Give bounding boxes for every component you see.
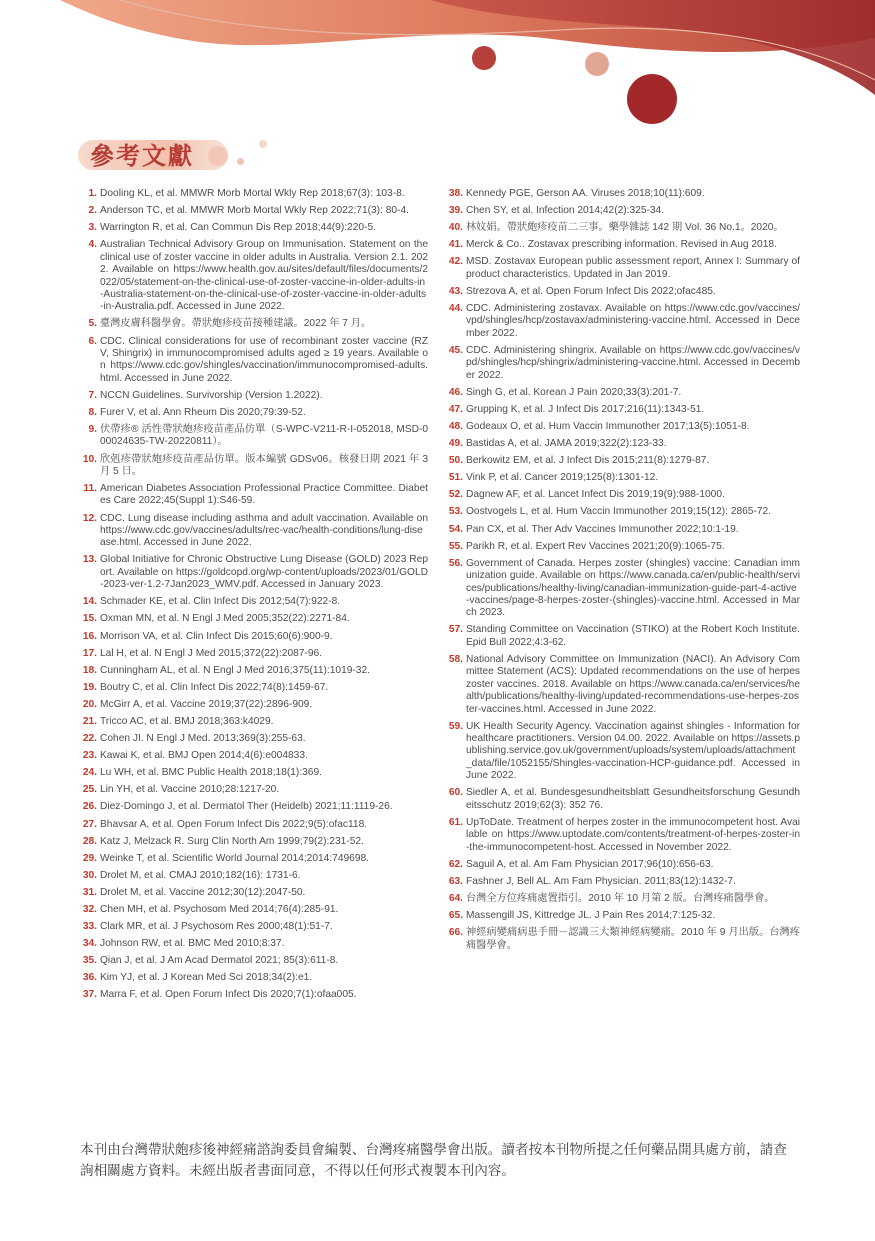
reference-number: 21.	[82, 715, 97, 727]
reference-text: Warrington R, et al. Can Commun Dis Rep 2018;44(9):220-5.	[100, 222, 376, 234]
reference-text: Lu WH, et al. BMC Public Health 2018;18(1):369.	[100, 767, 322, 779]
reference-number: 52.	[448, 489, 463, 501]
reference-text: Massengill JS, Kittredge JL. J Pain Res 2014;7:125-32.	[466, 910, 716, 922]
reference-number: 4.	[88, 239, 97, 251]
reference-text: Morrison VA, et al. Clin Infect Dis 2015;60(6):900-9.	[100, 630, 333, 642]
reference-item	[80, 870, 428, 882]
reference-number: 50.	[448, 455, 463, 467]
reference-number: 65.	[448, 910, 463, 922]
reference-text: Weinke T, et al. Scientific World Journal 2014;2014:749698.	[100, 852, 370, 864]
reference-number: 40.	[448, 222, 463, 234]
reference-item	[80, 972, 428, 984]
reference-item	[80, 801, 428, 813]
reference-number: 66.	[448, 927, 463, 939]
reference-item	[80, 750, 428, 762]
reference-item	[80, 921, 428, 933]
reference-text: Singh G, et al. Korean J Pain 2020;33(3):201-7.	[466, 386, 682, 398]
reference-item	[80, 682, 428, 694]
reference-text: Chen MH, et al. Psychosom Med 2014;76(4):285-91.	[100, 904, 339, 915]
reference-number: 7.	[88, 389, 97, 401]
reference-number: 27.	[82, 818, 97, 830]
reference-item	[80, 767, 428, 779]
reference-text: Bhavsar A, et al. Open Forum Infect Dis 2022;9(5):ofac118.	[100, 818, 368, 830]
reference-number: 34.	[82, 938, 97, 950]
reference-text: MSD. Zostavax European public assessment report, Annex I: Summary of product characteristics. Updated in Jan 2019.	[466, 256, 800, 280]
title-dot-tiny	[259, 140, 267, 148]
reference-item	[446, 421, 800, 433]
reference-number: 18.	[82, 664, 97, 676]
reference-number: 17.	[82, 647, 97, 659]
reference-number: 42.	[448, 256, 463, 268]
reference-number: 6.	[88, 335, 97, 347]
reference-text: Anderson TC, et al. MMWR Morb Mortal Wkly Rep 2022;71(3): 80-4.	[100, 205, 409, 217]
reference-text: 林妏娟。帶狀皰疹疫苗二三事。藥學雜誌 142 期 Vol. 36 No.1。2020。	[466, 222, 784, 234]
reference-text: Government of Canada. Herpes zoster (shingles) vaccine: Canadian immunization guide. Available on https://www.canada.ca/en/public-health/services/publications/healthy-living/canadian-immunization-guide-part-4-active-vaccines/page-8-herpes-zoster-(shingles)-vaccine.html. Accessed in March 2023.	[466, 557, 800, 619]
reference-number: 23.	[82, 750, 97, 762]
reference-text: Oostvogels L, et al. Hum Vaccin Immunother 2019;15(12): 2865-72.	[466, 506, 772, 518]
reference-text: Grupping K, et al. J Infect Dis 2017;216(11):1343-51.	[466, 403, 705, 415]
reference-number: 64.	[448, 892, 463, 904]
reference-text: Oxman MN, et al. N Engl J Med 2005;352(22):2271-84.	[100, 613, 350, 625]
reference-text: Global Initiative for Chronic Obstructive Lung Disease (GOLD) 2023 Report. Available on https://goldcopd.org/wp-content/uploads/2023/01/GOLD-2023-ver-1.2-7Jan2023_WMV.pdf. Accessed in January 2023.	[100, 554, 428, 591]
reference-text: Australian Technical Advisory Group on Immunisation. Statement on the clinical use of zoster vaccine in older adults in Australia. Version 2.1. 2022. Available on https://www.health.gov.au/sites/default/files/documents/2022/05/statement-on-the-clinical-use-of-zoster-vaccine-in-older-adults-in-Australia-statement-on-the-clinical-use-of-zoster-vaccine-in-older-adults-in-Australia.pdf. Accessed in June 2022.	[100, 239, 428, 313]
reference-item	[446, 472, 800, 484]
reference-item	[446, 188, 800, 200]
reference-number: 46.	[448, 386, 463, 398]
reference-number: 48.	[448, 420, 463, 432]
reference-text: 伏帶疹® 活性帶狀皰疹疫苗產品仿單（S-WPC-V211-R-I-052018, MSD-000024635-TW-20220811）。	[100, 424, 428, 448]
reference-number: 28.	[82, 835, 97, 847]
reference-number: 54.	[448, 523, 463, 535]
reference-item	[80, 407, 428, 419]
reference-item	[80, 819, 428, 831]
reference-text: Dagnew AF, et al. Lancet Infect Dis 2019;19(9):988-1000.	[466, 489, 725, 501]
reference-number: 20.	[82, 698, 97, 710]
reference-item	[80, 733, 428, 745]
reference-text: Parikh R, et al. Expert Rev Vaccines 2021;20(9):1065-75.	[466, 540, 725, 552]
reference-text: 神經病變痛病患手冊－認識三大類神經病變痛。2010 年 9 月出版。台灣疼痛醫學會。	[466, 927, 800, 951]
reference-item	[446, 787, 800, 812]
reference-text: Berkowitz EM, et al. J Infect Dis 2015;211(8):1279-87.	[466, 455, 710, 467]
reference-number: 36.	[82, 972, 97, 984]
reference-item	[446, 239, 800, 251]
reference-item	[446, 345, 800, 382]
reference-text: Furer V, et al. Ann Rheum Dis 2020;79:39-52.	[100, 406, 306, 418]
reference-text: Johnson RW, et al. BMC Med 2010;8:37.	[100, 938, 285, 950]
reference-text: CDC. Lung disease including asthma and adult vaccination. Available on https://www.cdc.gov/vaccines/adults/rec-vac/health-conditions/lung-disease.html. Accessed in June 2022.	[100, 512, 428, 549]
reference-number: 56.	[448, 557, 463, 569]
reference-text: American Diabetes Association Professional Practice Committee. Diabetes Care 2022;45(Suppl 1):S46-59.	[100, 483, 428, 507]
circle-decoration-2	[585, 52, 609, 76]
reference-item	[80, 887, 428, 899]
reference-text: Pan CX, et al. Ther Adv Vaccines Immunother 2022;10:1-19.	[466, 523, 739, 535]
page-title: 參考文獻	[90, 142, 194, 170]
reference-text: NCCN Guidelines. Survivorship (Version 1.2022).	[100, 389, 323, 401]
reference-item	[446, 910, 800, 922]
reference-item	[80, 239, 428, 313]
reference-text: Bastidas A, et al. JAMA 2019;322(2):123-33.	[466, 438, 667, 450]
reference-number: 60.	[448, 787, 463, 799]
reference-text: Tricco AC, et al. BMJ 2018;363:k4029.	[100, 715, 274, 727]
reference-item	[446, 256, 800, 281]
reference-text: Clark MR, et al. J Psychosom Res 2000;48(1):51-7.	[100, 921, 333, 933]
reference-item	[446, 541, 800, 553]
reference-number: 58.	[448, 653, 463, 665]
reference-number: 47.	[448, 403, 463, 415]
reference-number: 3.	[88, 222, 97, 234]
reference-text: CDC. Administering shingrix. Available on https://www.cdc.gov/vaccines/vpd/shingles/hcp/shingrix/administering-vaccine.html. Accessed in December 2022.	[466, 344, 800, 381]
reference-number: 53.	[448, 506, 463, 518]
reference-item	[446, 859, 800, 871]
references-left-column	[80, 188, 428, 1007]
reference-number: 1.	[88, 188, 97, 199]
reference-item	[446, 893, 800, 905]
reference-text: Cunningham AL, et al. N Engl J Med 2016;375(11):1019-32.	[100, 664, 370, 676]
reference-text: 台灣全方位疼痛處置指引。2010 年 10 月第 2 版。台灣疼痛醫學會。	[466, 892, 775, 904]
reference-item	[446, 558, 800, 620]
reference-number: 35.	[82, 955, 97, 967]
reference-number: 32.	[82, 904, 97, 915]
reference-number: 19.	[82, 681, 97, 693]
reference-item	[446, 489, 800, 501]
reference-number: 16.	[82, 630, 97, 642]
reference-number: 59.	[448, 720, 463, 732]
reference-item	[80, 631, 428, 643]
header-decoration	[0, 0, 875, 130]
reference-number: 38.	[448, 188, 463, 199]
reference-item	[80, 665, 428, 677]
reference-number: 51.	[448, 472, 463, 484]
title-dot-small	[237, 158, 244, 165]
reference-number: 29.	[82, 852, 97, 864]
reference-item	[80, 989, 428, 1001]
reference-number: 11.	[83, 483, 97, 494]
reference-text: CDC. Clinical considerations for use of recombinant zoster vaccine (RZV, Shingrix) in immunocompromised adults aged ≥ 19 years. Available on https://www.cdc.gov/shingles/vaccination/immunocompromised-adults.html. Accessed in June 2022.	[100, 335, 428, 384]
reference-number: 49.	[448, 438, 463, 450]
reference-text: Kennedy PGE, Gerson AA. Viruses 2018;10(11):609.	[466, 188, 705, 199]
reference-item	[446, 524, 800, 536]
reference-text: Merck & Co.. Zostavax prescribing information. Revised in Aug 2018.	[466, 239, 777, 251]
reference-number: 9.	[88, 424, 97, 435]
reference-number: 12.	[82, 512, 97, 524]
reference-item	[446, 222, 800, 234]
reference-number: 5.	[88, 318, 97, 330]
reference-text: Qian J, et al. J Am Acad Dermatol 2021; 85(3):611-8.	[100, 955, 339, 967]
reference-text: McGirr A, et al. Vaccine 2019;37(22):2896-909.	[100, 698, 313, 710]
reference-number: 61.	[448, 816, 463, 828]
reference-number: 63.	[448, 875, 463, 887]
reference-number: 15.	[82, 613, 97, 625]
references-right-column	[446, 188, 800, 957]
reference-item	[80, 699, 428, 711]
reference-text: 臺灣皮膚科醫學會。帶狀皰疹疫苗接種建議。2022 年 7 月。	[100, 318, 372, 330]
reference-number: 55.	[448, 540, 463, 552]
reference-text: Dooling KL, et al. MMWR Morb Mortal Wkly Rep 2018;67(3): 103-8.	[100, 188, 405, 199]
reference-text: Chen SY, et al. Infection 2014;42(2):325-34.	[466, 205, 665, 217]
reference-number: 30.	[82, 869, 97, 881]
circle-decoration-3	[627, 74, 677, 124]
reference-item	[80, 853, 428, 865]
publisher-note: 本刊由台灣帶狀皰疹後神經痛諮詢委員會編製、台灣疼痛醫學會出版。讀者按本刊物所提之任何藥品開具處方前，請查詢相關處方資料。未經出版者書面同意，不得以任何形式複製本刊內容。	[80, 1142, 787, 1179]
reference-text: Saguil A, et al. Am Fam Physician 2017;96(10):656-63.	[466, 858, 714, 870]
reference-item	[446, 817, 800, 854]
reference-text: Godeaux O, et al. Hum Vaccin Immunother 2017;13(5):1051-8.	[466, 420, 750, 432]
reference-number: 62.	[448, 858, 463, 870]
reference-text: Lal H, et al. N Engl J Med 2015;372(22):2087-96.	[100, 647, 322, 659]
reference-number: 31.	[82, 886, 97, 898]
reference-text: Vink P, et al. Cancer 2019;125(8):1301-12.	[466, 472, 659, 484]
reference-item	[446, 387, 800, 399]
reference-item	[80, 318, 428, 330]
reference-item	[446, 404, 800, 416]
reference-text: Lin YH, et al. Vaccine 2010;28:1217-20.	[100, 784, 280, 796]
reference-item	[446, 438, 800, 450]
reference-item	[80, 613, 428, 625]
reference-number: 26.	[82, 801, 97, 813]
reference-number: 43.	[448, 285, 463, 297]
reference-item	[80, 554, 428, 591]
reference-text: Drolet M, et al. CMAJ 2010;182(16): 1731-6.	[100, 869, 301, 881]
reference-number: 57.	[448, 624, 463, 636]
reference-number: 10.	[82, 453, 97, 465]
reference-number: 45.	[448, 344, 463, 356]
reference-text: Katz J, Melzack R. Surg Clin North Am 1999;79(2):231-52.	[100, 835, 364, 847]
reference-text: Diez-Domingo J, et al. Dermatol Ther (Heidelb) 2021;11:1119-26.	[100, 801, 393, 813]
reference-item	[80, 716, 428, 728]
reference-item	[446, 624, 800, 649]
reference-text: Boutry C, et al. Clin Infect Dis 2022;74(8):1459-67.	[100, 681, 329, 693]
reference-number: 25.	[82, 784, 97, 796]
reference-item	[446, 506, 800, 518]
reference-item	[446, 876, 800, 888]
reference-number: 39.	[448, 205, 463, 217]
reference-number: 2.	[88, 205, 97, 217]
reference-item	[80, 938, 428, 950]
reference-text: Fashner J, Bell AL. Am Fam Physician. 2011;83(12):1432-7.	[466, 875, 736, 887]
reference-item	[80, 483, 428, 508]
reference-text: National Advisory Committee on Immunization (NACI). An Advisory Committee Statement (ACS): Updated recommendations on the use of herpes zoster vaccines. 2018. Available on https://www.canada.ca/en/services/health/publications/healthy-living/updated-recommendations-use-herpes-zoster-vaccines.html. Accessed in June 2022.	[466, 653, 800, 715]
reference-text: Schmader KE, et al. Clin Infect Dis 2012;54(7):922-8.	[100, 596, 341, 608]
reference-text: Kim YJ, et al. J Korean Med Sci 2018;34(2):e1.	[100, 972, 313, 984]
reference-number: 33.	[82, 921, 97, 933]
reference-item	[446, 205, 800, 217]
reference-item	[446, 654, 800, 716]
reference-item	[80, 904, 428, 916]
section-heading	[78, 134, 268, 174]
reference-item	[80, 424, 428, 449]
reference-item	[80, 188, 428, 200]
reference-text: Kawai K, et al. BMJ Open 2014;4(6):e004833.	[100, 750, 308, 762]
reference-text: Siedler A, et al. Bundesgesundheitsblatt Gesundheitsforschung Gesundheitsschutz 2019;62(3): 352 76.	[466, 787, 800, 811]
reference-item	[80, 390, 428, 402]
reference-item	[446, 721, 800, 783]
reference-item	[446, 303, 800, 340]
reference-text: UpToDate. Treatment of herpes zoster in the immunocompetent host. Available on https://www.uptodate.com/contents/treatment-of-herpes-zoster-in-the-immunocompetent-host. Accessed in November 2022.	[466, 816, 800, 853]
reference-number: 14.	[82, 596, 97, 608]
reference-text: 欣剋疹帶狀皰疹疫苗產品仿單。版本編號 GDSv06。核發日期 2021 年 3 月 5 日。	[100, 453, 428, 477]
reference-item	[80, 205, 428, 217]
reference-text: Standing Committee on Vaccination (STIKO) at the Robert Koch Institute. Epid Bull 2022;4:3-62.	[466, 624, 800, 648]
reference-item	[80, 222, 428, 234]
reference-text: UK Health Security Agency. Vaccination against shingles - Information for healthcare practitioners. Version 04.00. 2022. Available on https://assets.publishing.service.gov.uk/government/uploads/system/uploads/attachment_data/file/1052155/Shingles-vaccination-HCP-guidance.pdf. Accessed in June 2022.	[466, 720, 800, 782]
reference-number: 22.	[82, 733, 97, 745]
reference-item	[80, 454, 428, 479]
reference-number: 8.	[88, 406, 97, 418]
reference-item	[80, 955, 428, 967]
reference-item	[80, 784, 428, 796]
reference-text: Strezova A, et al. Open Forum Infect Dis 2022;ofac485.	[466, 285, 716, 297]
reference-item	[80, 596, 428, 608]
reference-item	[80, 513, 428, 550]
reference-text: CDC. Administering zostavax. Available on https://www.cdc.gov/vaccines/vpd/shingles/hcp/zostavax/administering-vaccine.html. Accessed in December 2022.	[466, 302, 800, 339]
reference-number: 41.	[448, 239, 463, 251]
reference-text: Marra F, et al. Open Forum Infect Dis 2020;7(1):ofaa005.	[100, 989, 357, 1001]
reference-item	[80, 836, 428, 848]
reference-item	[446, 455, 800, 467]
circle-decoration-1	[472, 46, 496, 70]
reference-number: 13.	[82, 554, 97, 566]
reference-text: Drolet M, et al. Vaccine 2012;30(12):2047-50.	[100, 886, 306, 898]
reference-text: Cohen JI. N Engl J Med. 2013;369(3):255-63.	[100, 733, 306, 745]
reference-item	[446, 927, 800, 952]
title-dot-large	[208, 146, 228, 166]
reference-item	[446, 286, 800, 298]
reference-number: 24.	[82, 767, 97, 779]
reference-number: 37.	[82, 989, 97, 1001]
reference-item	[80, 336, 428, 386]
reference-item	[80, 648, 428, 660]
reference-number: 44.	[448, 302, 463, 314]
